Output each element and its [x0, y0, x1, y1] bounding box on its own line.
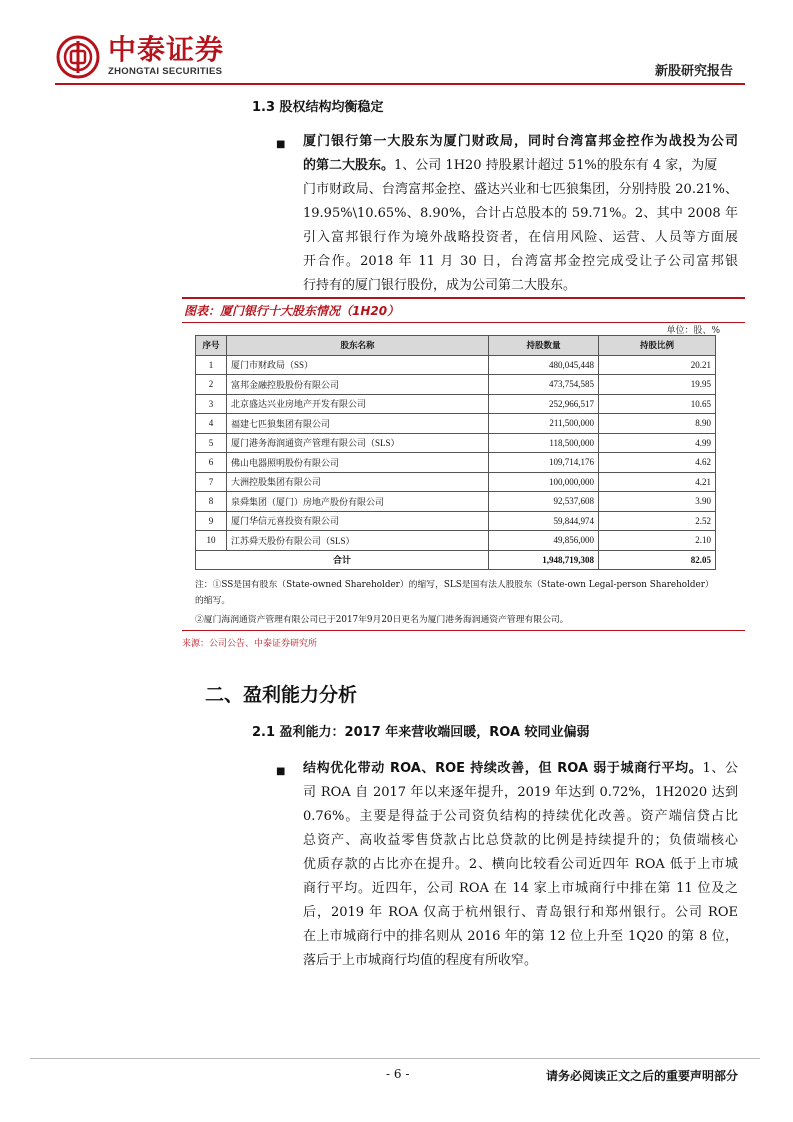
- shareholder-name: 江苏舜天股份有限公司（SLS）: [227, 531, 489, 551]
- shares-held: 92,537,608: [489, 492, 599, 512]
- row-number: 9: [196, 511, 227, 531]
- shares-held: 59,844,974: [489, 511, 599, 531]
- total-shares: 1,948,719,308: [489, 550, 599, 570]
- table-row: [196, 492, 716, 512]
- column-header: 序号: [196, 336, 227, 356]
- paragraph-line: 引入富邦银行作为境外战略投资者，在信用风险、运营、人员等方面展: [303, 230, 738, 245]
- paragraph-line: 总资产、高收益零售贷款占比总贷款的比例是持续提升的；负债端核心: [303, 833, 738, 848]
- holding-ratio: 19.95: [599, 375, 716, 395]
- table-row: [196, 433, 716, 453]
- table-total-row: [196, 550, 716, 570]
- figure-bottom-rule: [182, 630, 745, 631]
- shareholder-name: 厦门华信元喜投资有限公司: [227, 511, 489, 531]
- figure-source: 来源：公司公告、中泰证券研究所: [182, 639, 318, 649]
- column-header: 持股数量: [489, 336, 599, 356]
- bullet-square-icon: ■: [276, 766, 286, 777]
- footer-disclaimer: 请务必阅读正文之后的重要声明部分: [545, 1069, 738, 1083]
- total-label: 合计: [196, 550, 489, 570]
- table-note-1-cont: 的缩写。: [195, 596, 231, 606]
- shareholder-name: 厦门市财政局（SS）: [227, 355, 489, 375]
- row-number: 3: [196, 394, 227, 414]
- figure-title: 图表：厦门银行十大股东情况（1H20）: [184, 304, 400, 318]
- paragraph-line: 19.95%\10.65%、8.90%，合计占总股本的 59.71%。2、其中 2008 年: [303, 206, 738, 221]
- paragraph-line: 开合作。2018 年 11 月 30 日，台湾富邦金控完成受让子公司富邦银: [303, 254, 738, 269]
- paragraph-line: 司 ROA 自 2017 年以来逐年提升，2019 年达到 0.72%，1H2020 达到: [303, 785, 738, 800]
- table-header-row: [196, 336, 716, 356]
- table-row: [196, 453, 716, 473]
- row-number: 7: [196, 472, 227, 492]
- shareholder-name: 厦门港务海润通资产管理有限公司（SLS）: [227, 433, 489, 453]
- shares-held: 480,045,448: [489, 355, 599, 375]
- total-ratio: 82.05: [599, 550, 716, 570]
- shareholder-name: 福建七匹狼集团有限公司: [227, 414, 489, 434]
- table-row: [196, 355, 716, 375]
- row-number: 2: [196, 375, 227, 395]
- shareholder-name: 佛山电器照明股份有限公司: [227, 453, 489, 473]
- paragraph-lead-line-1: 厦门银行第一大股东为厦门财政局，同时台湾富邦金控作为战投为公司: [303, 134, 738, 149]
- holding-ratio: 4.99: [599, 433, 716, 453]
- holding-ratio: 20.21: [599, 355, 716, 375]
- bullet-square-icon: ■: [276, 139, 286, 150]
- shares-held: 49,856,000: [489, 531, 599, 551]
- figure-top-rule: [182, 297, 745, 299]
- table-row: [196, 394, 716, 414]
- section-1-3-heading: 1.3 股权结构均衡稳定: [252, 100, 384, 115]
- row-number: 6: [196, 453, 227, 473]
- holding-ratio: 4.62: [599, 453, 716, 473]
- paragraph-line: 1、公司 1H20 持股累计超过 51%的股东有 4 家，为厦: [394, 158, 718, 173]
- paragraph-line: 门市财政局、台湾富邦金控、盛达兴业和七匹狼集团，分别持股 20.21%、: [303, 182, 738, 197]
- section-1-3-paragraph: [303, 130, 738, 298]
- logo-chinese-name: 中泰证券: [108, 33, 225, 66]
- paragraph-line: 行持有的厦门银行股份，成为公司第二大股东。: [303, 278, 577, 293]
- report-type-label: 新股研究报告: [654, 64, 733, 79]
- footer-divider: [30, 1058, 760, 1059]
- logo-english-name: ZHONGTAI SECURITIES: [108, 66, 223, 77]
- shareholder-name: 富邦金融控股股份有限公司: [227, 375, 489, 395]
- table-row: [196, 531, 716, 551]
- shareholders-table: [195, 335, 716, 570]
- shareholder-name: 泉舜集团（厦门）房地产股份有限公司: [227, 492, 489, 512]
- holding-ratio: 3.90: [599, 492, 716, 512]
- holding-ratio: 2.10: [599, 531, 716, 551]
- paragraph-line: 优质存款的占比亦在提升。2、横向比较看公司近四年 ROA 低于上市城: [303, 857, 738, 872]
- row-number: 10: [196, 531, 227, 551]
- figure-unit-label: 单位：股、%: [666, 326, 720, 336]
- paragraph-lead-line-2: 的第二大股东。: [303, 158, 395, 173]
- shareholder-name: 大洲控股集团有限公司: [227, 472, 489, 492]
- paragraph-line: 在上市城商行中的排名则从 2016 年的第 12 位上升至 1Q20 的第 8 位，: [303, 929, 738, 944]
- shares-held: 211,500,000: [489, 414, 599, 434]
- column-header: 股东名称: [227, 336, 489, 356]
- paragraph-line: 后，2019 年 ROA 仅高于杭州银行、青岛银行和郑州银行。公司 ROE: [303, 905, 738, 920]
- table-row: [196, 414, 716, 434]
- section-2-1-paragraph: [303, 757, 738, 973]
- column-header: 持股比例: [599, 336, 716, 356]
- table-row: [196, 375, 716, 395]
- row-number: 1: [196, 355, 227, 375]
- holding-ratio: 10.65: [599, 394, 716, 414]
- table-note-1: 注：①SS是国有股东（State-owned Shareholder）的缩写，SLS是国有法人股股东（State-own Legal-person Shareholder）: [195, 580, 714, 590]
- table-row: [196, 511, 716, 531]
- page-number: - 6 -: [386, 1067, 410, 1081]
- row-number: 4: [196, 414, 227, 434]
- paragraph-line: 落后于上市城商行均值的程度有所收窄。: [303, 953, 538, 968]
- row-number: 5: [196, 433, 227, 453]
- holding-ratio: 2.52: [599, 511, 716, 531]
- table-note-2: ②厦门海润通资产管理有限公司已于2017年9月20日更名为厦门港务海润通资产管理有限公司。: [195, 615, 569, 625]
- header-divider: [55, 83, 745, 85]
- shares-held: 473,754,585: [489, 375, 599, 395]
- shares-held: 109,714,176: [489, 453, 599, 473]
- paragraph-line: 1、公: [702, 761, 739, 776]
- shareholder-name: 北京盛达兴业房地产开发有限公司: [227, 394, 489, 414]
- holding-ratio: 8.90: [599, 414, 716, 434]
- paragraph-line: 商行平均。近四年，公司 ROA 在 14 家上市城商行中排在第 11 位及之: [303, 881, 738, 896]
- section-2-1-heading: 2.1 盈利能力：2017 年来营收端回暖，ROA 较同业偏弱: [252, 725, 590, 740]
- shares-held: 100,000,000: [489, 472, 599, 492]
- company-logo-icon: [56, 35, 100, 79]
- row-number: 8: [196, 492, 227, 512]
- paragraph-lead: 结构优化带动 ROA、ROE 持续改善，但 ROA 弱于城商行平均。: [303, 761, 703, 776]
- table-row: [196, 472, 716, 492]
- shares-held: 118,500,000: [489, 433, 599, 453]
- paragraph-line: 0.76%。主要是得益于公司资负结构的持续优化改善。资产端信贷占比: [303, 809, 738, 824]
- holding-ratio: 4.21: [599, 472, 716, 492]
- section-2-heading: 二、盈利能力分析: [205, 684, 358, 706]
- shares-held: 252,966,517: [489, 394, 599, 414]
